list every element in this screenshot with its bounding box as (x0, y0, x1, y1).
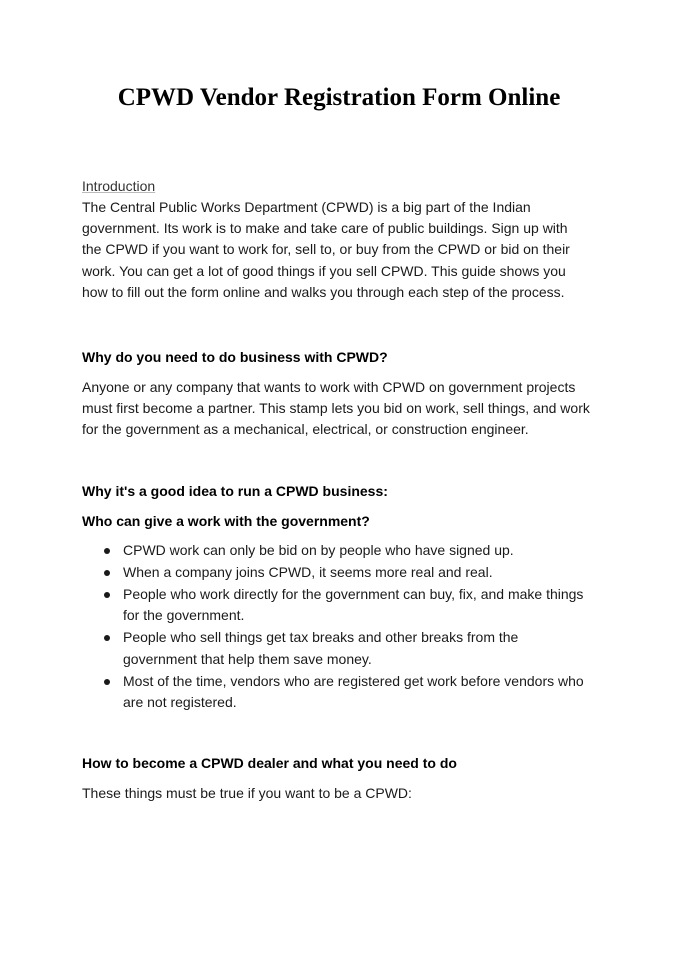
list-item (82, 671, 590, 713)
bullet-icon (104, 679, 110, 685)
list-item-text: When a company joins CPWD, it seems more real and real. (123, 563, 493, 580)
list-item (82, 627, 590, 669)
list-item-text: Most of the time, vendors who are registered get work before vendors who are not registered. (123, 672, 584, 711)
become-dealer-paragraph: These things must be true if you want to be a CPWD: (82, 785, 412, 802)
page-title: CPWD Vendor Registration Form Online (117, 84, 561, 111)
bullet-icon (104, 548, 110, 554)
list-item-text: People who work directly for the government can buy, fix, and make things for the government. (123, 586, 584, 624)
list-item (82, 562, 590, 583)
why-business-heading: Why do you need to do business with CPWD? (82, 349, 388, 366)
who-can-give-heading: Who can give a work with the government? (82, 512, 370, 529)
benefits-list (82, 540, 590, 714)
become-dealer-heading: How to become a CPWD dealer and what you need to do (82, 755, 457, 772)
why-business-paragraph: Anyone or any company that wants to work with CPWD on government projects must first become a partner. This stamp lets you bid on work, sell things, and work for the government as a mechanical, electrical, or construction engineer. (82, 379, 590, 438)
bullet-icon (104, 570, 110, 576)
intro-label: Introduction (82, 178, 156, 194)
list-item-text: People who sell things get tax breaks and other breaks from the government that help them save money. (123, 629, 519, 667)
list-item (82, 584, 590, 626)
document-body (82, 176, 590, 804)
intro-paragraph: The Central Public Works Department (CPWD) is a big part of the Indian government. Its work is to make and take care of public buildings. Sign up with the CPWD if you want to work for, sell to, or buy from the CPWD or bid on their work. You can get a lot of good things if you sell CPWD. This guide shows you how to fill out the form online and walks you through each step of the process. (82, 199, 570, 300)
list-item-text: CPWD work can only be bid on by people who have signed up. (123, 541, 514, 558)
bullet-icon (104, 635, 110, 641)
bullet-icon (104, 592, 110, 598)
good-idea-heading: Why it's a good idea to run a CPWD business: (82, 482, 388, 499)
list-item (82, 540, 590, 561)
